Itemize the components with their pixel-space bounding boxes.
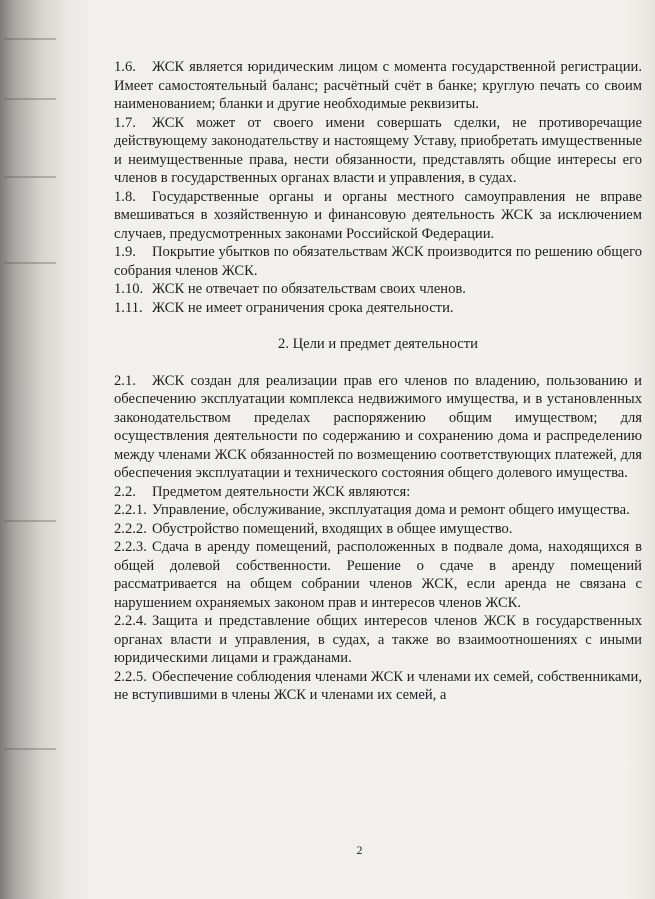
section-heading: 2. Цели и предмет деятельности	[278, 336, 478, 352]
clause-number: 2.1.	[114, 372, 136, 389]
clause-1-10	[114, 280, 642, 299]
clause-number: 2.2.	[114, 483, 136, 500]
clause-1-11	[114, 299, 642, 318]
clause-text: Покрытие убытков по обязательствам ЖСК производится по решению общего собрания членов ЖСК.	[114, 244, 642, 279]
clause-2-2	[114, 483, 642, 502]
clause-text: Управление, обслуживание, эксплуатация дома и ремонт общего имущества.	[152, 502, 630, 518]
clause-text: Государственные органы и органы местного самоуправления не вправе вмешиваться в хозяйственную и финансовую деятельность ЖСК за исключением случаев, предусмотренных законами Российской Федерации.	[114, 188, 642, 242]
clause-text: Сдача в аренду помещений, расположенных в подвале дома, находящихся в общей долевой собственности. Решение о сдаче в аренду помещений рассматривается на общем собрании членов ЖСК, если аренда не связана с нарушением охраняемых законом прав и интересов членов ЖСК.	[114, 539, 642, 611]
clause-1-6	[114, 58, 642, 114]
clause-number: 1.10.	[114, 281, 144, 297]
clause-2-2-5	[114, 668, 642, 705]
clause-number: 1.6.	[114, 59, 136, 75]
page-number: 2	[356, 843, 363, 857]
clause-number: 1.7.	[114, 114, 136, 131]
clause-1-9	[114, 243, 642, 280]
document-body	[114, 58, 642, 705]
clause-number: 1.11.	[114, 299, 143, 316]
clause-text: Защита и представление общих интересов членов ЖСК в государственных органах власти и управления, в судах, а также во взаимоотношениях с иными юридическими лицами и гражданами.	[114, 613, 642, 666]
clause-number: 1.8.	[114, 188, 136, 205]
clause-text: Предметом деятельности ЖСК являются:	[152, 483, 411, 500]
clause-number: 1.9.	[114, 244, 136, 260]
clause-2-2-2	[114, 520, 642, 539]
clause-number: 2.2.4.	[114, 613, 147, 629]
clause-text: ЖСК является юридическим лицом с момента государственной регистрации. Имеет самостоятельный баланс; расчётный счёт в банке; круглую печать со своим наименованием; бланки и другие необходимые реквизиты.	[114, 59, 642, 112]
clause-number: 2.2.2.	[114, 520, 147, 537]
clause-number: 2.2.1.	[114, 502, 147, 518]
clause-2-2-3	[114, 538, 642, 612]
clause-2-2-4	[114, 612, 642, 668]
adjacent-page-edge	[0, 0, 64, 899]
clause-1-7	[114, 114, 642, 188]
clause-text: Обеспечение соблюдения членами ЖСК и членами их семей, собственниками, не вступившими в члены ЖСК и членами их семей, а	[114, 668, 642, 703]
clause-text: Обустройство помещений, входящих в общее имущество.	[152, 520, 513, 537]
clause-number: 2.2.3.	[114, 539, 147, 555]
clause-text: ЖСК создан для реализации прав его членов по владению, пользованию и обеспечению эксплуатации комплекса недвижимого имущества, и в установленных законодательством пределах распоряжению общим имуществом; для осуществления деятельности по содержанию и сохранению дома и распределению между членами ЖСК обязанностей по возмещению соответствующих платежей, для обеспечения эксплуатации и технического состояния общего долевого имущества.	[114, 372, 642, 481]
document-page	[64, 0, 655, 899]
clause-1-8	[114, 188, 642, 244]
clause-2-1	[114, 372, 642, 483]
clause-text: ЖСК не отвечает по обязательствам своих членов.	[152, 281, 466, 297]
clause-text: ЖСК не имеет ограничения срока деятельности.	[152, 299, 454, 316]
clause-2-2-1	[114, 501, 642, 520]
clause-text: ЖСК может от своего имени совершать сделки, не противоречащие действующему законодательству и настоящему Уставу, приобретать имущественные и неимущественные права, нести обязанности, представлять общие интересы его членов в государственных органах власти и управления, в судах.	[114, 114, 642, 186]
clause-number: 2.2.5.	[114, 668, 147, 685]
